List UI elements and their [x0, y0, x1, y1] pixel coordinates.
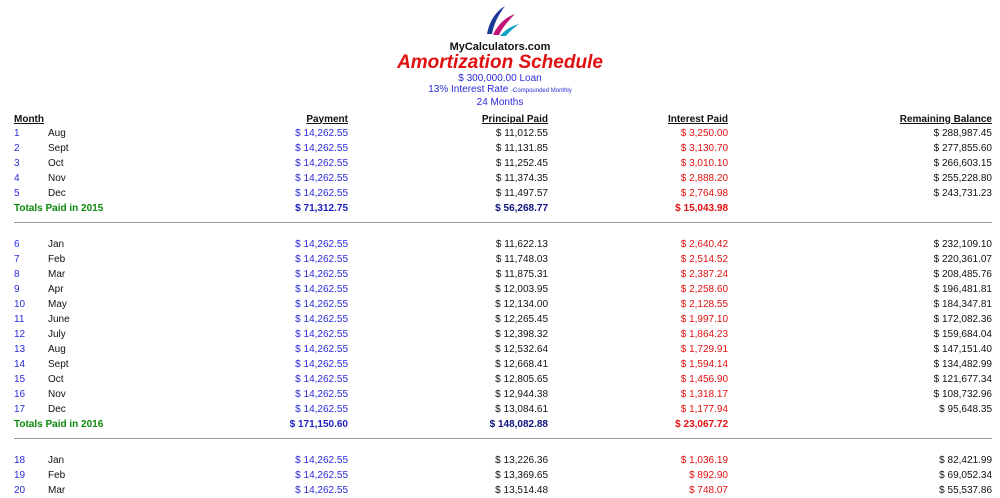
divider-line — [14, 439, 992, 454]
brand-name: MyCalculators.com — [449, 41, 551, 53]
total-payment: $ 71,312.75 — [295, 203, 348, 214]
payment-number: 11 — [14, 314, 25, 325]
payment-number: 15 — [14, 374, 26, 385]
amortization-table — [14, 112, 992, 498]
total-principal: $ 148,082.88 — [489, 419, 548, 430]
payment-amount: $ 14,262.55 — [295, 389, 348, 400]
total-principal: $ 56,268.77 — [495, 203, 548, 214]
principal-paid: $ 13,369.65 — [495, 470, 548, 481]
payment-amount: $ 14,262.55 — [295, 158, 348, 169]
principal-paid: $ 11,748.03 — [495, 254, 548, 265]
total-interest: $ 23,067.72 — [675, 419, 728, 430]
table-row — [14, 387, 992, 402]
remaining-balance: $ 134,482.99 — [933, 359, 992, 370]
month-column-header: Month — [14, 113, 44, 125]
payment-amount: $ 14,262.55 — [295, 239, 348, 250]
payment-amount: $ 14,262.55 — [295, 188, 348, 199]
payment-number: 14 — [14, 359, 26, 370]
principal-paid: $ 11,131.85 — [495, 143, 548, 154]
interest-paid: $ 1,997.10 — [680, 314, 728, 325]
principal-paid: $ 11,497.57 — [495, 188, 548, 199]
table-row — [14, 186, 992, 201]
payment-number: 10 — [14, 299, 26, 310]
total-interest: $ 15,043.98 — [675, 203, 728, 214]
principal-paid: $ 12,944.38 — [495, 389, 548, 400]
principal-paid: $ 13,084.61 — [495, 404, 548, 415]
loan-term: 24 Months — [476, 97, 524, 108]
interest-paid: $ 1,177.94 — [680, 404, 728, 415]
payment-month: Oct — [48, 158, 64, 169]
payment-number: 17 — [14, 404, 26, 415]
year-divider — [14, 223, 992, 238]
payment-amount: $ 14,262.55 — [295, 143, 348, 154]
principal-paid: $ 12,668.41 — [495, 359, 548, 370]
remaining-balance: $ 69,052.34 — [939, 470, 992, 481]
payment-amount: $ 14,262.55 — [295, 254, 348, 265]
payment-number: 4 — [14, 173, 20, 184]
payment-number: 8 — [14, 269, 20, 280]
remaining-balance: $ 108,732.96 — [933, 389, 992, 400]
interest-paid: $ 1,318.17 — [680, 389, 728, 400]
balance-column-header: Remaining Balance — [899, 113, 992, 125]
remaining-balance: $ 121,677.34 — [933, 374, 992, 385]
table-row — [14, 312, 992, 327]
interest-rate-line — [0, 84, 1000, 97]
payment-month: Sept — [48, 359, 69, 370]
payment-number: 19 — [14, 470, 26, 481]
remaining-balance: $ 95,648.35 — [939, 404, 992, 415]
table-row — [14, 372, 992, 387]
payment-month: Oct — [48, 374, 64, 385]
payment-amount: $ 14,262.55 — [295, 359, 348, 370]
remaining-balance: $ 232,109.10 — [933, 239, 992, 250]
payment-month: Feb — [48, 254, 66, 265]
payment-number: 18 — [14, 455, 26, 466]
principal-paid: $ 12,805.65 — [495, 374, 548, 385]
table-row — [14, 327, 992, 342]
payment-number: 20 — [14, 485, 26, 496]
table-row — [14, 297, 992, 312]
table-row — [14, 402, 992, 417]
interest-paid: $ 748.07 — [689, 485, 728, 496]
table-row — [14, 267, 992, 282]
loan-amount: $ 300,000.00 Loan — [458, 73, 542, 84]
table-row — [14, 453, 992, 468]
remaining-balance: $ 147,151.40 — [933, 344, 992, 355]
table-row — [14, 171, 992, 186]
principal-paid: $ 12,003.95 — [495, 284, 548, 295]
payment-column-header: Payment — [306, 113, 348, 125]
payment-number: 7 — [14, 254, 20, 265]
principal-paid: $ 12,265.45 — [495, 314, 548, 325]
interest-paid: $ 1,729.91 — [680, 344, 728, 355]
divider-line — [14, 223, 992, 238]
total-balance-empty — [728, 417, 992, 432]
payment-number: 6 — [14, 239, 20, 250]
interest-paid: $ 1,456.90 — [680, 374, 728, 385]
payment-amount: $ 14,262.55 — [295, 344, 348, 355]
remaining-balance: $ 220,361.07 — [933, 254, 992, 265]
payment-month: Dec — [48, 404, 66, 415]
payment-number: 5 — [14, 188, 20, 199]
interest-paid: $ 2,888.20 — [680, 173, 728, 184]
table-row — [14, 156, 992, 171]
table-row — [14, 141, 992, 156]
year-divider — [14, 439, 992, 454]
principal-paid: $ 12,398.32 — [495, 329, 548, 340]
remaining-balance: $ 196,481.81 — [933, 284, 992, 295]
interest-paid: $ 1,864.23 — [680, 329, 728, 340]
remaining-balance: $ 184,347.81 — [933, 299, 992, 310]
payment-number: 9 — [14, 284, 20, 295]
totals-label: Totals Paid in 2015 — [14, 203, 104, 214]
payment-amount: $ 14,262.55 — [295, 269, 348, 280]
interest-paid: $ 2,640.42 — [680, 239, 728, 250]
payment-amount: $ 14,262.55 — [295, 314, 348, 325]
payment-amount: $ 14,262.55 — [295, 470, 348, 481]
payment-number: 13 — [14, 344, 26, 355]
payment-amount: $ 14,262.55 — [295, 173, 348, 184]
table-row — [14, 282, 992, 297]
payment-amount: $ 14,262.55 — [295, 128, 348, 139]
payment-number: 3 — [14, 158, 20, 169]
interest-paid: $ 2,387.24 — [680, 269, 728, 280]
payment-number: 16 — [14, 389, 26, 400]
compounding-note: -Compounded Monthly — [511, 88, 572, 94]
total-balance-empty — [728, 201, 992, 216]
payment-number: 1 — [14, 128, 20, 139]
payment-amount: $ 14,262.55 — [295, 485, 348, 496]
payment-month: Dec — [48, 188, 66, 199]
table-header-row — [14, 112, 992, 126]
mycalculators-logo-icon — [477, 4, 523, 40]
interest-paid: $ 1,594.14 — [680, 359, 728, 370]
payment-month: July — [48, 329, 66, 340]
payment-number: 2 — [14, 143, 20, 154]
interest-paid: $ 2,128.55 — [680, 299, 728, 310]
remaining-balance: $ 55,537.86 — [939, 485, 992, 496]
year-totals-row — [14, 417, 992, 432]
remaining-balance: $ 266,603.15 — [933, 158, 992, 169]
interest-column-header: Interest Paid — [667, 113, 728, 125]
principal-paid: $ 12,532.64 — [495, 344, 548, 355]
payment-amount: $ 14,262.55 — [295, 455, 348, 466]
payment-month: Mar — [48, 485, 66, 496]
page-header — [0, 0, 1000, 108]
remaining-balance: $ 255,228.80 — [933, 173, 992, 184]
principal-column-header: Principal Paid — [481, 113, 548, 125]
table-row — [14, 237, 992, 252]
payment-month: Sept — [48, 143, 69, 154]
table-row — [14, 357, 992, 372]
payment-month: Aug — [48, 344, 66, 355]
payment-month: May — [48, 299, 67, 310]
remaining-balance: $ 82,421.99 — [939, 455, 992, 466]
interest-paid: $ 1,036.19 — [680, 455, 728, 466]
payment-amount: $ 14,262.55 — [295, 299, 348, 310]
table-row — [14, 342, 992, 357]
interest-paid: $ 2,258.60 — [680, 284, 728, 295]
principal-paid: $ 12,134.00 — [495, 299, 548, 310]
principal-paid: $ 11,622.13 — [495, 239, 548, 250]
principal-paid: $ 11,252.45 — [495, 158, 548, 169]
payment-month: Nov — [48, 389, 66, 400]
payment-month: Jan — [48, 239, 65, 250]
remaining-balance: $ 159,684.04 — [933, 329, 992, 340]
remaining-balance: $ 208,485.76 — [933, 269, 992, 280]
principal-paid: $ 11,374.35 — [495, 173, 548, 184]
interest-paid: $ 2,764.98 — [680, 188, 728, 199]
principal-paid: $ 11,875.31 — [495, 269, 548, 280]
payment-month: Feb — [48, 470, 66, 481]
remaining-balance: $ 277,855.60 — [933, 143, 992, 154]
year-totals-row — [14, 201, 992, 216]
payment-month: June — [48, 314, 70, 325]
payment-amount: $ 14,262.55 — [295, 374, 348, 385]
payment-amount: $ 14,262.55 — [295, 404, 348, 415]
page-title: Amortization Schedule — [397, 52, 603, 73]
payment-month: Nov — [48, 173, 66, 184]
payment-month: Aug — [48, 128, 66, 139]
principal-paid: $ 13,514.48 — [495, 485, 548, 496]
remaining-balance: $ 172,082.36 — [933, 314, 992, 325]
totals-label: Totals Paid in 2016 — [14, 419, 104, 430]
table-row — [14, 126, 992, 141]
interest-paid: $ 3,250.00 — [680, 128, 728, 139]
interest-paid: $ 3,130.70 — [680, 143, 728, 154]
table-row — [14, 252, 992, 267]
payment-amount: $ 14,262.55 — [295, 284, 348, 295]
payment-month: Apr — [48, 284, 64, 295]
payment-number: 12 — [14, 329, 26, 340]
total-payment: $ 171,150.60 — [289, 419, 348, 430]
interest-paid: $ 2,514.52 — [680, 254, 728, 265]
payment-amount: $ 14,262.55 — [295, 329, 348, 340]
remaining-balance: $ 288,987.45 — [933, 128, 992, 139]
remaining-balance: $ 243,731.23 — [933, 188, 992, 199]
principal-paid: $ 11,012.55 — [495, 128, 548, 139]
principal-paid: $ 13,226.36 — [495, 455, 548, 466]
interest-paid: $ 3,010.10 — [680, 158, 728, 169]
interest-paid: $ 892.90 — [689, 470, 728, 481]
interest-rate: 13% Interest Rate — [428, 84, 509, 95]
table-row — [14, 468, 992, 483]
payment-month: Jan — [48, 455, 65, 466]
payment-month: Mar — [48, 269, 66, 280]
schedule-body — [14, 126, 992, 498]
